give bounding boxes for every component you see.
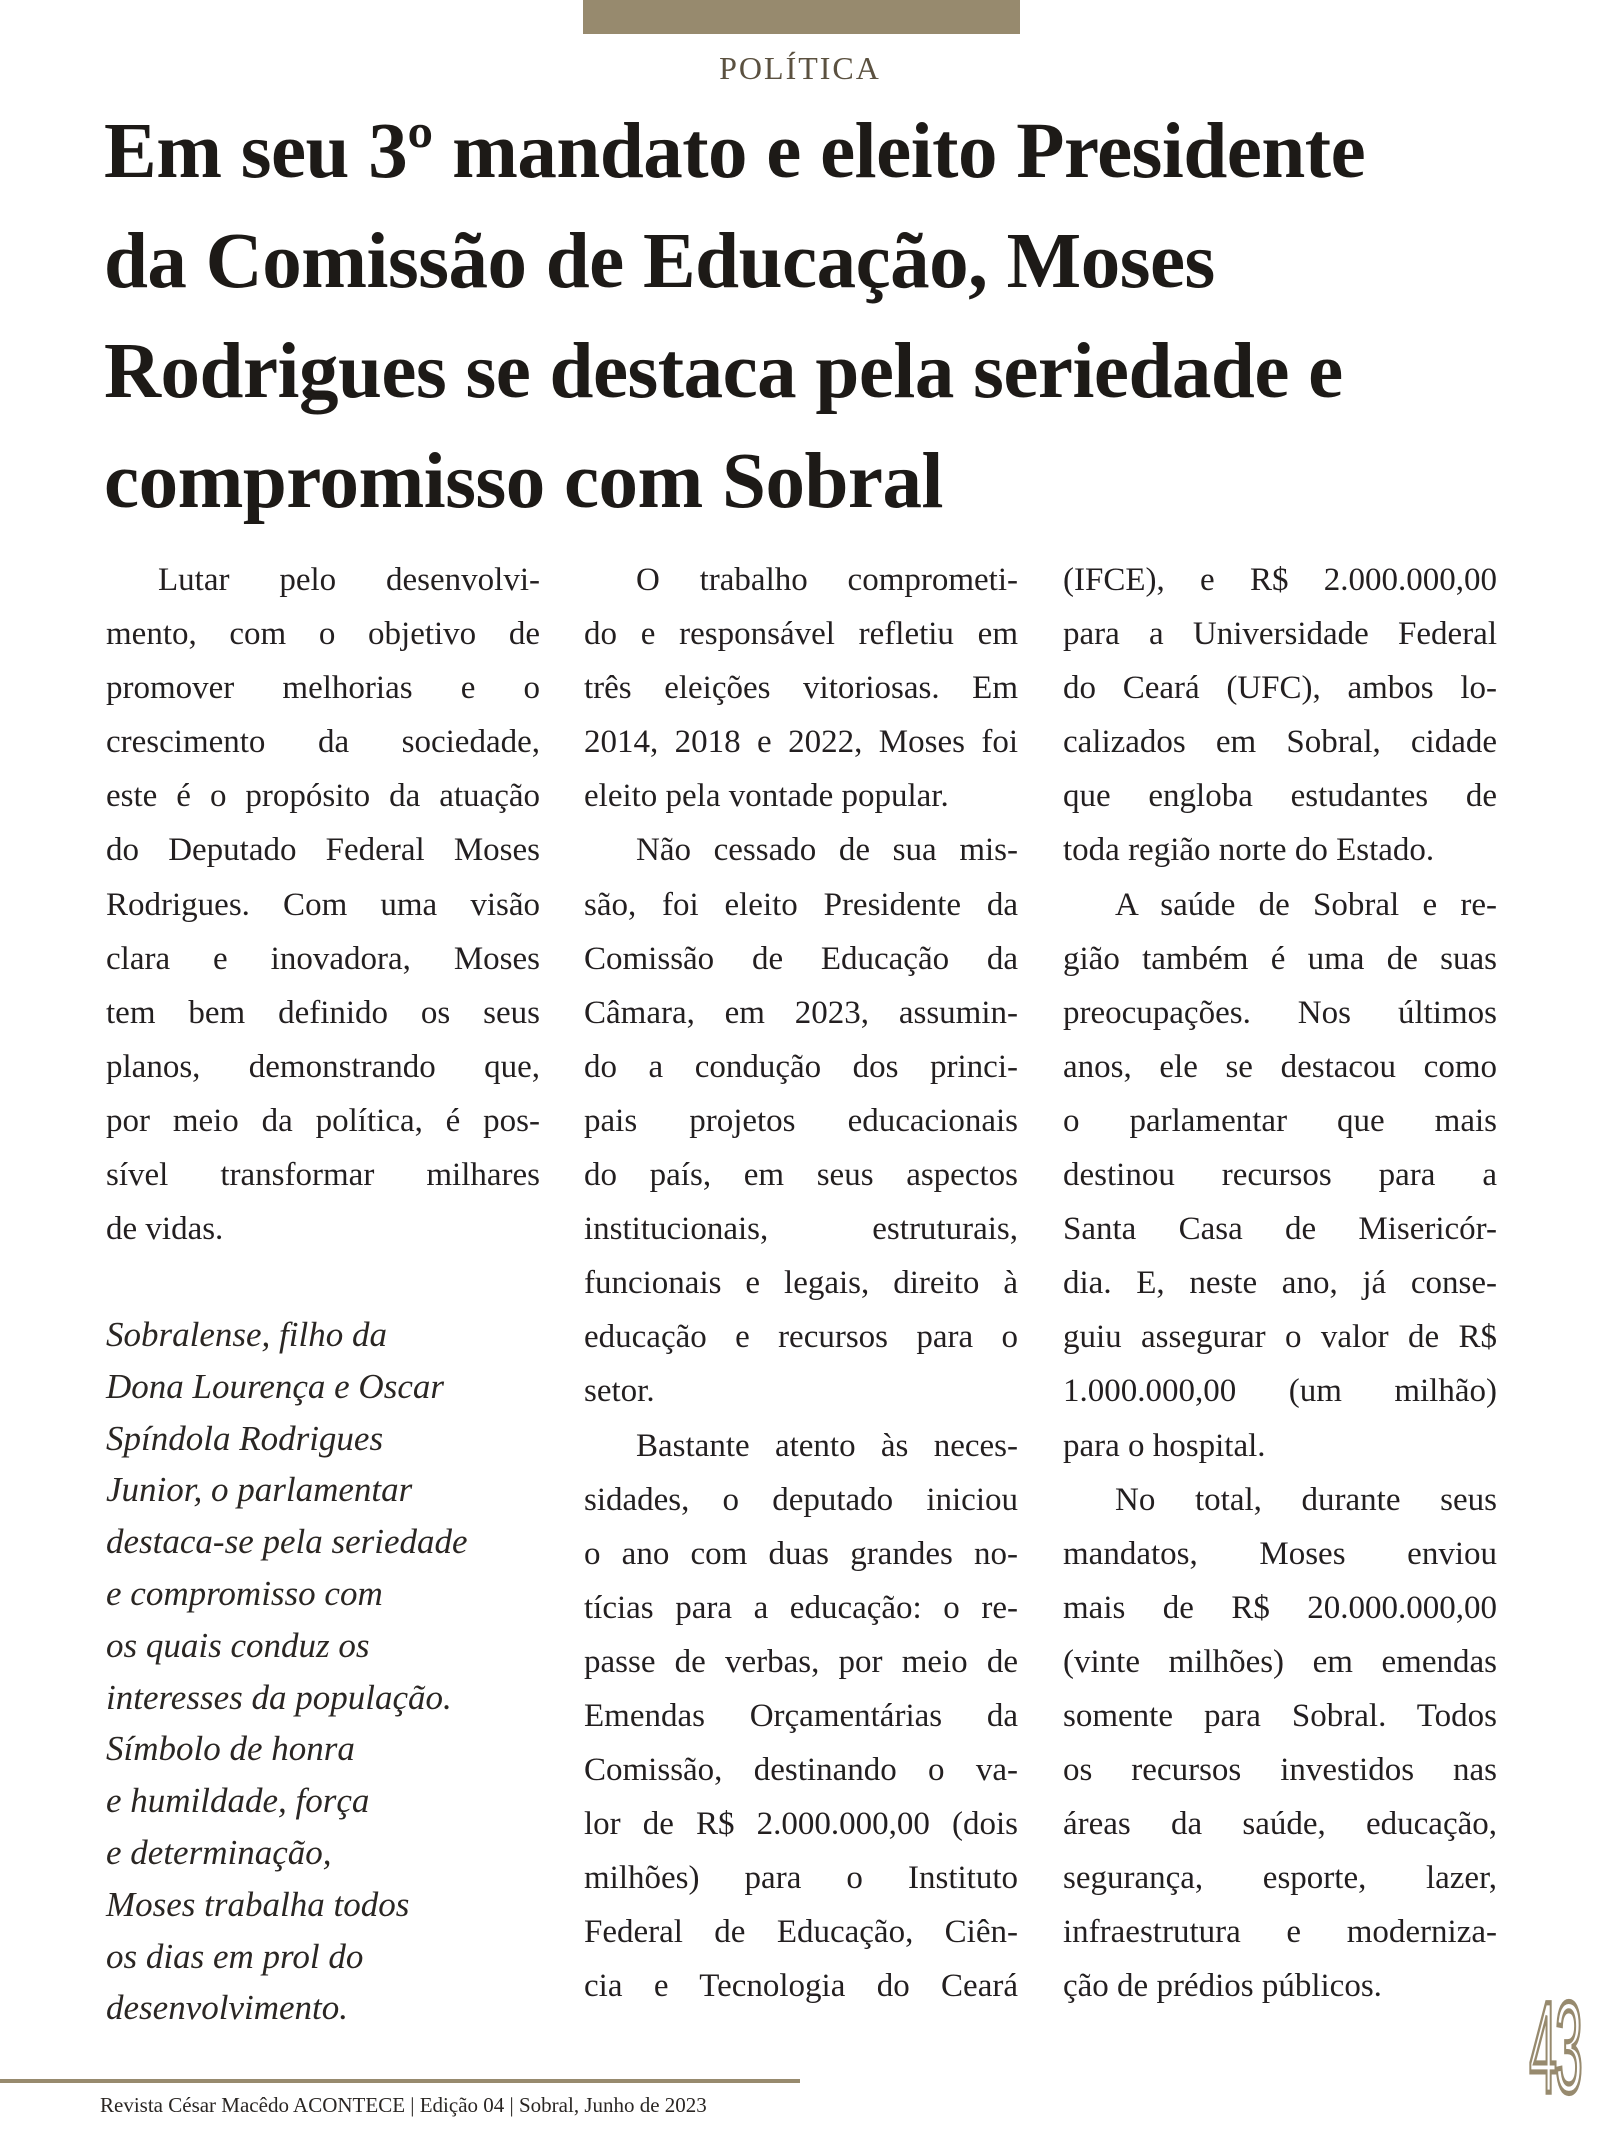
text-line: os recursos investidos nas <box>1063 1752 1497 1789</box>
text-line: somente para Sobral. Todos <box>1063 1697 1497 1734</box>
text-line: Não cessado de sua mis- <box>636 832 1018 869</box>
text-line: o parlamentar que mais <box>1063 1102 1497 1139</box>
text-line: tícias para a educação: o re- <box>584 1589 1018 1626</box>
text-line: calizados em Sobral, cidade <box>1063 724 1497 761</box>
text-line: do Ceará (UFC), ambos lo- <box>1063 670 1497 707</box>
text-line: ção de prédios públicos. <box>1063 1968 1382 2005</box>
text-line: educação e recursos para o <box>584 1319 1018 1356</box>
text-line: Federal de Educação, Ciên- <box>584 1914 1018 1951</box>
text-line: Bastante atento às neces- <box>636 1427 1018 1464</box>
text-line: Comissão de Educação da <box>584 940 1018 977</box>
pull-quote-line: desenvolvimento. <box>106 1988 348 2028</box>
page-number <box>1525 1974 1585 2121</box>
text-line: toda região norte do Estado. <box>1063 832 1435 869</box>
article-column-1 <box>106 553 540 1256</box>
text-line: setor. <box>584 1373 655 1410</box>
text-line: gião também é uma de suas <box>1063 940 1497 977</box>
paragraph <box>584 1419 1018 2014</box>
pull-quote-line: Símbolo de honra <box>106 1729 355 1769</box>
pull-quote-line: os dias em prol do <box>106 1936 364 1976</box>
headline-line: compromisso com Sobral <box>104 438 943 525</box>
text-line: cia e Tecnologia do Ceará <box>584 1968 1018 2005</box>
text-line: para a Universidade Federal <box>1063 616 1497 653</box>
text-line: clara e inovadora, Moses <box>106 940 540 977</box>
text-line: áreas da saúde, educação, <box>1063 1806 1497 1843</box>
pull-quote-line: Dona Lourença e Oscar <box>106 1366 444 1406</box>
text-line: tem bem definido os seus <box>106 994 540 1031</box>
text-line: que engloba estudantes de <box>1063 778 1497 815</box>
section-label: POLÍTICA <box>719 50 881 86</box>
text-line: anos, ele se destacou como <box>1063 1048 1497 1085</box>
text-line: O trabalho comprometi- <box>636 562 1018 598</box>
text-line: para o hospital. <box>1063 1427 1266 1464</box>
pull-quote-line: e determinação, <box>106 1832 332 1872</box>
text-line: funcionais e legais, direito à <box>584 1265 1018 1302</box>
paragraph <box>1063 878 1497 1473</box>
pull-quote-line: Sobralense, filho da <box>106 1315 387 1354</box>
text-line: planos, demonstrando que, <box>106 1048 540 1085</box>
text-line: são, foi eleito Presidente da <box>584 886 1018 923</box>
text-line: crescimento da sociedade, <box>106 724 540 761</box>
text-line: mento, com o objetivo de <box>106 616 540 653</box>
text-line: mandatos, Moses enviou <box>1063 1535 1497 1572</box>
pull-quote-line: interesses da população. <box>106 1677 452 1717</box>
pull-quote-line: destaca-se pela seriedade <box>106 1522 468 1562</box>
text-line: sível transformar milhares <box>106 1157 540 1194</box>
text-line: dia. E, neste ano, já conse- <box>1063 1265 1497 1302</box>
pull-quote <box>106 1309 468 2034</box>
text-line: preocupações. Nos últimos <box>1063 994 1497 1031</box>
headline <box>104 97 1365 537</box>
text-line: promover melhorias e o <box>106 670 540 707</box>
text-line: do país, em seus aspectos <box>584 1157 1018 1194</box>
text-line: do Deputado Federal Moses <box>106 832 540 869</box>
paragraph <box>584 553 1018 823</box>
page-number-text: 43 <box>1529 1974 1581 2121</box>
article-column-3 <box>1063 553 1497 2014</box>
text-line: o ano com duas grandes no- <box>584 1535 1018 1572</box>
text-line: guiu assegurar o valor de R$ <box>1063 1319 1497 1356</box>
text-line: destinou recursos para a <box>1063 1157 1497 1194</box>
headline-line: Em seu 3º mandato e eleito Presidente <box>104 108 1366 195</box>
pull-quote-line: Junior, o parlamentar <box>106 1470 413 1510</box>
pull-quote-line: e humildade, força <box>106 1781 370 1821</box>
footer-rule <box>0 2079 800 2083</box>
text-line: (vinte milhões) em emendas <box>1063 1643 1497 1680</box>
pull-quote-line: Spíndola Rodrigues <box>106 1418 384 1458</box>
pull-quote-line: os quais conduz os <box>106 1625 370 1665</box>
paragraph <box>584 823 1018 1418</box>
text-line: Lutar pelo desenvolvi- <box>158 562 540 598</box>
paragraph <box>1063 1473 1497 2014</box>
text-line: do a condução dos princi- <box>584 1048 1018 1085</box>
text-line: institucionais, estruturais, <box>584 1211 1018 1248</box>
text-line: Rodrigues. Com uma visão <box>106 886 540 923</box>
text-line: este é o propósito da atuação <box>106 778 540 815</box>
top-accent-bar <box>583 0 1020 34</box>
text-line: Câmara, em 2023, assumin- <box>584 994 1018 1031</box>
text-line: eleito pela vontade popular. <box>584 778 949 815</box>
text-line: No total, durante seus <box>1115 1481 1497 1518</box>
text-line: 2014, 2018 e 2022, Moses foi <box>584 724 1018 761</box>
text-line: (IFCE), e R$ 2.000.000,00 <box>1063 562 1497 598</box>
text-line: A saúde de Sobral e re- <box>1115 886 1497 923</box>
text-line: Comissão, destinando o va- <box>584 1752 1018 1789</box>
text-line: Emendas Orçamentárias da <box>584 1697 1018 1734</box>
text-line: segurança, esporte, lazer, <box>1063 1860 1497 1897</box>
text-line: pais projetos educacionais <box>584 1102 1018 1139</box>
text-line: Santa Casa de Misericór- <box>1063 1211 1497 1248</box>
article-column-2 <box>584 553 1018 2014</box>
text-line: mais de R$ 20.000.000,00 <box>1063 1589 1497 1626</box>
text-line: lor de R$ 2.000.000,00 (dois <box>584 1806 1018 1843</box>
text-line: milhões) para o Instituto <box>584 1860 1018 1897</box>
text-line: passe de verbas, por meio de <box>584 1643 1018 1680</box>
text-line: três eleições vitoriosas. Em <box>584 670 1018 707</box>
text-line: do e responsável refletiu em <box>584 616 1018 653</box>
pull-quote-line: e compromisso com <box>106 1573 383 1613</box>
text-line: sidades, o deputado iniciou <box>584 1481 1018 1518</box>
headline-line: da Comissão de Educação, Moses <box>104 218 1215 305</box>
footer-credit: Revista César Macêdo ACONTECE | Edição 04 | Sobral, Junho de 2023 <box>100 2093 707 2117</box>
text-line: infraestrutura e moderniza- <box>1063 1914 1497 1951</box>
text-line: por meio da política, é pos- <box>106 1102 540 1139</box>
paragraph <box>1063 553 1497 878</box>
headline-line: Rodrigues se destaca pela seriedade e <box>104 328 1343 415</box>
text-line: de vidas. <box>106 1211 224 1248</box>
paragraph <box>106 553 540 1256</box>
text-line: 1.000.000,00 (um milhão) <box>1063 1373 1497 1410</box>
pull-quote-line: Moses trabalha todos <box>106 1884 410 1924</box>
